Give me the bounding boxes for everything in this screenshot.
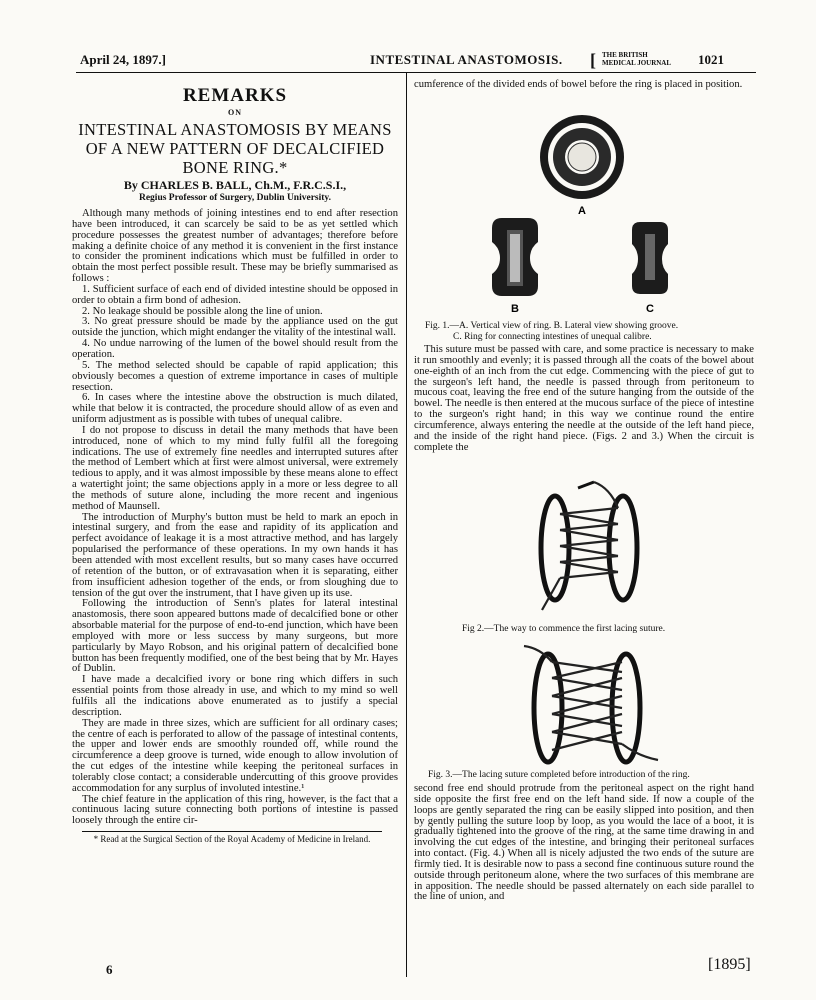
figure-3-caption: Fig. 3.—The lacing suture completed before introduction of the ring. [428,770,690,780]
figure-1-label-a: A [578,205,586,217]
header-date: April 24, 1897.] [80,52,166,67]
body-paragraph: 6. In cases where the intestine above the obstruction is much dilated, while that below it is contracted, the procedure should allow of as even and uniform adjustment as is possible with tubes of unequal calibre. [72,392,398,426]
left-body [72,209,398,827]
figure-1-caption-line-2: C. Ring for connecting intestines of unequal calibre. [453,331,652,342]
figure-1-label-c: C [646,303,654,315]
body-paragraph: The chief feature in the application of this ring, however, is the fact that a continuous lacing suture connecting both portions of intestine is passed loosely through the entire cir- [72,793,398,827]
right-body-a [414,345,754,453]
right-paragraphs-b [414,784,754,903]
body-paragraph: Following the introduction of Senn's plates for lateral intestinal anastomosis, there soon appeared buttons made of decalcified bone or other absorbable material for the purpose of end-to-end junction, which have been employed with more or less success by many surgeons, but more particularly by Mayo Robson, and his original pattern of decalcified bone button has been frequently modified, one of the best being that by Mr. Hayes of Dublin. [72,598,398,675]
right-column [414,80,754,91]
article-byline: By CHARLES B. BALL, Ch.M., F.R.C.S.I., [123,178,347,192]
figure-1-caption [425,321,755,342]
right-paragraphs-a [414,345,754,453]
body-paragraph: Although many methods of joining intestines end to end after resection have been introduced, it can scarcely be said to be as yet settled which procedure possesses the greatest number of advantages; therefore before making a definite choice of any method it is convenient in the first instance to consider the prominent indications which must be fulfilled in order to obtain the most perfect possible result. These may be briefly summarised as follows : [72,208,398,285]
header-title: INTESTINAL ANASTOMOSIS. [370,52,563,67]
figure-3 [510,640,670,770]
header-page: 1021 [698,52,724,67]
journal-line-2: MEDICAL JOURNAL [602,59,672,67]
body-paragraph: 5. The method selected should be capable of rapid application; this obviously becomes a question of extreme importance in cases of multiple resection. [72,359,398,393]
sheet-number: [1895] [708,956,751,973]
body-paragraph: 4. No undue narrowing of the lumen of the bowel should result from the operation. [72,338,398,360]
ring-unequal-calibre [632,222,668,294]
figure-2-caption: Fig 2.—The way to commence the first lacing suture. [462,624,666,634]
article-affiliation: Regius Professor of Surgery, Dublin University. [138,193,332,203]
ring-vertical-view [540,115,624,199]
footnote: * Read at the Surgical Section of the Royal Academy of Medicine in Ireland. [82,831,382,844]
right-body-b [414,784,754,903]
right-intro: cumference of the divided ends of bowel before the ring is placed in position. [414,79,743,90]
figure-2 [520,478,660,618]
body-paragraph: The introduction of Murphy's button must be held to mark an epoch in intestinal surgery, and from the ease and rapidity of its application and perfect avoidance of leakage it is a most attractive method, and has largely popularised the performance of these operations. In my own hands it has been attended with most excellent results, but so many cases have occurred of retention of the button, or of extravasation when it is separating, either from insufficient adhesion together of the ends, or from sloughing due to tension of the gut over the instrument, that I have given up its use. [72,511,398,599]
article-title: INTESTINAL ANASTOMOSIS BY MEANS OF A NEW PATTERN OF DECALCIFIED BONE RING.* [78,120,392,177]
running-header [70,50,760,70]
header-rule [76,72,756,73]
body-paragraph: I have made a decalcified ivory or bone ring which differs in such essential points from those already in use, and which to my mind so well fulfils all the indications above enumerated as to justify a special description. [72,674,398,718]
left-column [72,80,398,844]
body-paragraph: second free end should protrude from the peritoneal aspect on the right hand side opposite the first free end on the left hand side. If now a couple of the loops are gently separated the ring can be easily slipped into position, and then by gently pulling the suture loop by loop, as you would the lace of a boot, it is gradually tightened into the groove of the ring, at the same time drawing in and involving the cut edges of the intestine, and bringing their peritoneal surfaces into contact. (Fig. 4.) When all is nicely adjusted the two ends of the suture are firmly tied. It is desirable now to pass a second fine continuous suture round the outside through peritoneum alone, where the two surfaces of this membrane are in apposition. The needle should be passed alternately on each side parallel to the line of union, and [414,783,754,903]
figure-1-caption-line-1: Fig. 1.—A. Vertical view of ring. B. Lateral view showing groove. [425,321,679,331]
figure-1-label-b: B [511,303,519,315]
page-number: 6 [106,962,113,977]
journal-line-1: THE BRITISH [602,51,648,59]
body-paragraph: 2. No leakage should be possible along the line of union. [82,305,323,317]
article-title-remarks: REMARKS [182,85,288,106]
body-paragraph: They are made in three sizes, which are sufficient for all ordinary cases; the centre of each is perforated to allow of the passage of intestinal contents, the upper and lower ends are smoothly rounded off, while round the circumference a deep groove is turned, wide enough to allow involution of the cut edges of the intestine while keeping the peritoneal surfaces in tolerably close contact; a considerable undercutting of this groove provides accommodation for any surplus of involuted intestine.¹ [72,717,398,794]
body-paragraph: This suture must be passed with care, and some practice is necessary to make it run smoothly and evenly; it is passed through all the coats of the bowel about one-eighth of an inch from the cut edge. Commencing with the piece of gut to the surgeon's left hand, the needle is passed through from peritoneum to mucous coat, leaving the free end of the suture hanging from the outside of the bowel. The needle is then entered at the mucous surface of the piece of intestine to the surgeon's right hand; in this way we continue round the entire circumference, always entering the needle at the outside of the left hand piece, and the inside of the right hand piece. (Figs. 2 and 3.) When the circuit is complete the [414,344,754,453]
body-paragraph: 3. No great pressure should be made by the appliance used on the gut outside the junction, which might endanger the vitality of the intestinal wall. [72,316,398,339]
column-rule [406,72,407,977]
journal-masthead [602,51,671,67]
article-title-on: ON [228,108,242,117]
figure-1 [470,110,730,320]
ring-lateral-view [492,218,538,296]
header-bracket: [ [590,50,596,70]
body-paragraph: 1. Sufficient surface of each end of divided intestine should be opposed in order to obtain a firm bond of adhesion. [72,283,398,306]
body-paragraph: I do not propose to discuss in detail the many methods that have been introduced, none of which to my mind fully fulfil all the foregoing indications. The use of extremely fine needles and interrupted sutures after the method of Lembert which at first were almost universal, were extremely tedious to apply, and it was almost impossible by these means alone to effect a watertight joint; the same objections apply in a more or less degree to all the methods of suture alone, including the more recent and ingenious method of Maunsell. [72,424,398,512]
needle [578,482,594,488]
